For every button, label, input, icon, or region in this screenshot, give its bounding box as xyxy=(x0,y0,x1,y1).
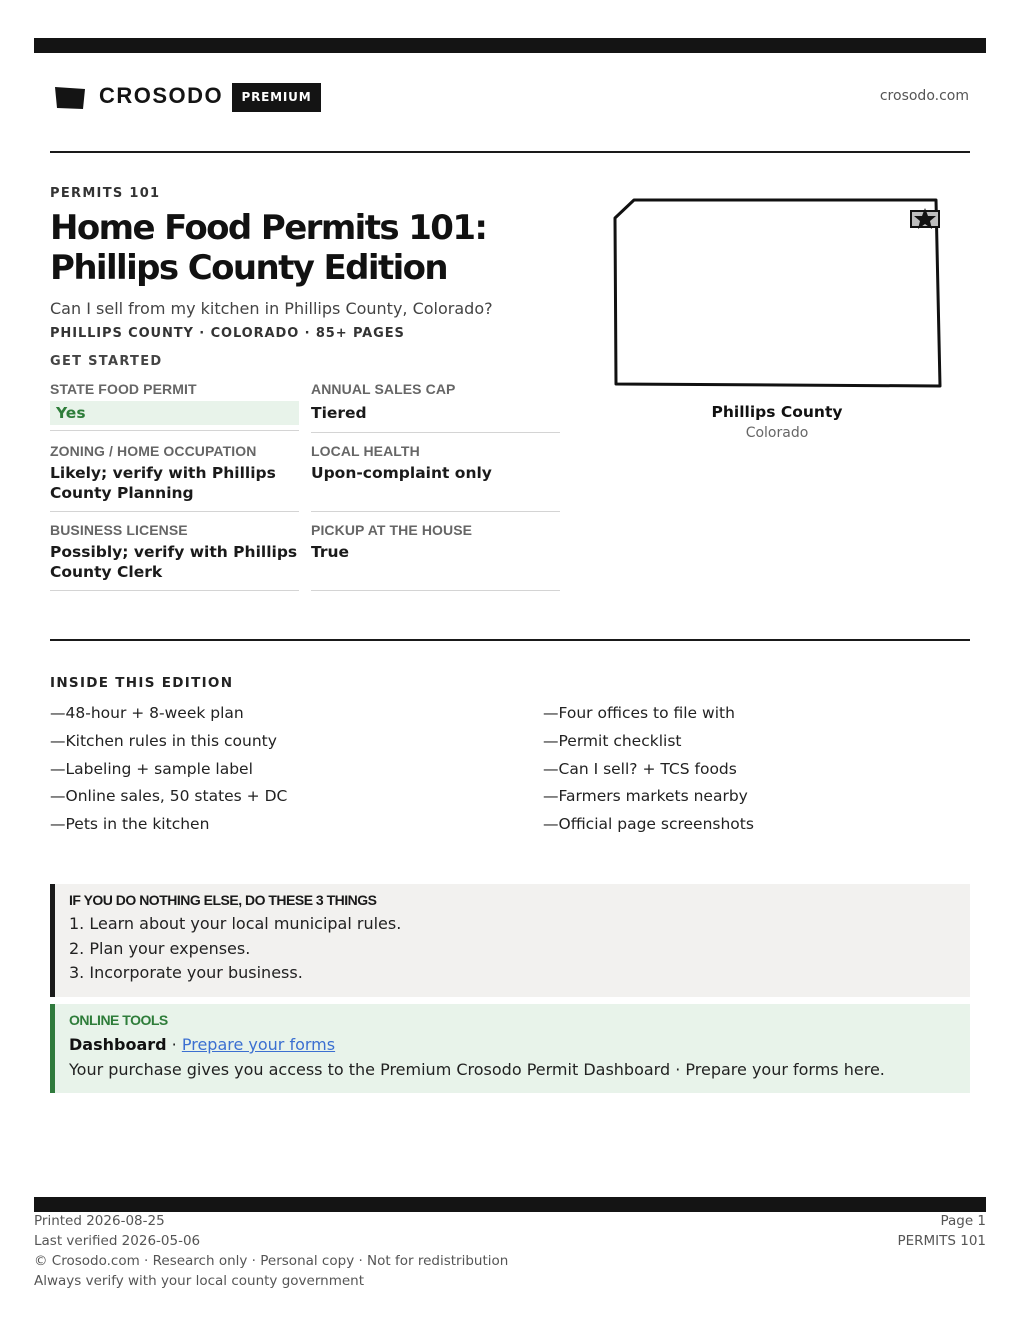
list-item: —Can I sell? + TCS foods xyxy=(543,759,737,778)
fact-label: PICKUP AT THE HOUSE xyxy=(311,522,473,538)
county-seat-star-icon xyxy=(911,208,939,229)
map-county-name: Phillips County xyxy=(711,403,843,421)
priority-title: IF YOU DO NOTHING ELSE, DO THESE 3 THINGS xyxy=(69,892,377,908)
inside-heading: INSIDE THIS EDITION xyxy=(50,675,234,691)
list-item: —Kitchen rules in this county xyxy=(50,731,277,750)
fact-annual-sales-cap xyxy=(311,381,560,433)
list-item: —48-hour + 8-week plan xyxy=(50,704,244,722)
kicker: PERMITS 101 xyxy=(50,186,161,201)
brand-name: CROSODO xyxy=(99,83,224,108)
page-number: Page 1 xyxy=(940,1213,986,1229)
fact-state-food-permit xyxy=(50,381,299,431)
map-state-name: Colorado xyxy=(745,425,809,441)
premium-badge: PREMIUM xyxy=(232,83,321,112)
footer-left xyxy=(34,1211,508,1291)
fact-zoning xyxy=(50,443,299,512)
fact-pickup-at-house xyxy=(311,522,560,591)
footer-right xyxy=(897,1211,986,1251)
fact-label: LOCAL HEALTH xyxy=(311,443,420,459)
fact-label: ANNUAL SALES CAP xyxy=(311,381,456,397)
list-item: —Farmers markets nearby xyxy=(543,787,748,806)
fact-value: Yes xyxy=(50,401,299,425)
edition-meta: PHILLIPS COUNTY · COLORADO · 85+ PAGES xyxy=(50,326,405,341)
list-item: 2. Plan your expenses. xyxy=(69,938,251,958)
list-item: 3. Incorporate your business. xyxy=(69,963,303,982)
list-item: —Four offices to file with xyxy=(543,704,735,722)
top-bar xyxy=(34,38,986,53)
disclaimer: Always verify with your local county government xyxy=(34,1273,364,1289)
county-map xyxy=(612,196,944,390)
fact-value: True xyxy=(311,543,350,561)
list-item: 1. Learn about your local municipal rules. xyxy=(69,914,402,933)
dashboard-line xyxy=(69,1033,956,1057)
list-item: —Online sales, 50 states + DC xyxy=(50,787,288,806)
header xyxy=(50,80,970,114)
list-item: —Official page screenshots xyxy=(543,815,754,834)
list-item: —Labeling + sample label xyxy=(50,759,253,778)
online-tools-title: ONLINE TOOLS xyxy=(69,1012,168,1028)
dashboard-label: Dashboard xyxy=(69,1035,167,1054)
fact-label: STATE FOOD PERMIT xyxy=(50,381,197,397)
printed-date: Printed 2026-08-25 xyxy=(34,1213,165,1229)
bottom-bar xyxy=(34,1197,986,1212)
prepare-forms-link[interactable]: Prepare your forms xyxy=(181,1035,336,1054)
separator: · xyxy=(166,1035,182,1054)
online-tools-callout xyxy=(50,1004,970,1093)
dashboard-description: Your purchase gives you access to the Premium Crosodo Permit Dashboard · Prepare your forms here. xyxy=(69,1060,885,1079)
section-divider xyxy=(50,639,970,641)
subtitle: Can I sell from my kitchen in Phillips County, Colorado? xyxy=(50,299,493,318)
verified-date: Last verified 2026-05-06 xyxy=(34,1233,201,1249)
fact-business-license xyxy=(50,522,299,591)
list-item: —Pets in the kitchen xyxy=(50,815,210,834)
footer-section: PERMITS 101 xyxy=(897,1233,986,1249)
fact-label: ZONING / HOME OCCUPATION xyxy=(50,443,257,459)
fact-local-health xyxy=(311,443,560,512)
header-divider xyxy=(50,151,970,153)
fact-value: Upon-complaint only xyxy=(311,464,492,482)
fact-value: Possibly; verify with Phillips County Clerk xyxy=(50,543,298,581)
list-item: —Permit checklist xyxy=(543,731,682,750)
site-url: crosodo.com xyxy=(879,88,969,104)
priority-list xyxy=(69,912,956,986)
colorado-logo-icon xyxy=(54,86,86,110)
fact-label: BUSINESS LICENSE xyxy=(50,522,188,538)
fact-value: Likely; verify with Phillips County Planning xyxy=(50,464,276,502)
contents-list-right xyxy=(543,702,983,841)
priority-callout xyxy=(50,884,970,997)
contents-list-left xyxy=(50,702,490,841)
page-title: Home Food Permits 101: Phillips County Edition xyxy=(50,208,487,288)
copyright: © Crosodo.com · Research only · Personal copy · Not for redistribution xyxy=(34,1253,509,1269)
fact-value: Tiered xyxy=(311,404,367,422)
get-started-heading: GET STARTED xyxy=(50,354,163,369)
